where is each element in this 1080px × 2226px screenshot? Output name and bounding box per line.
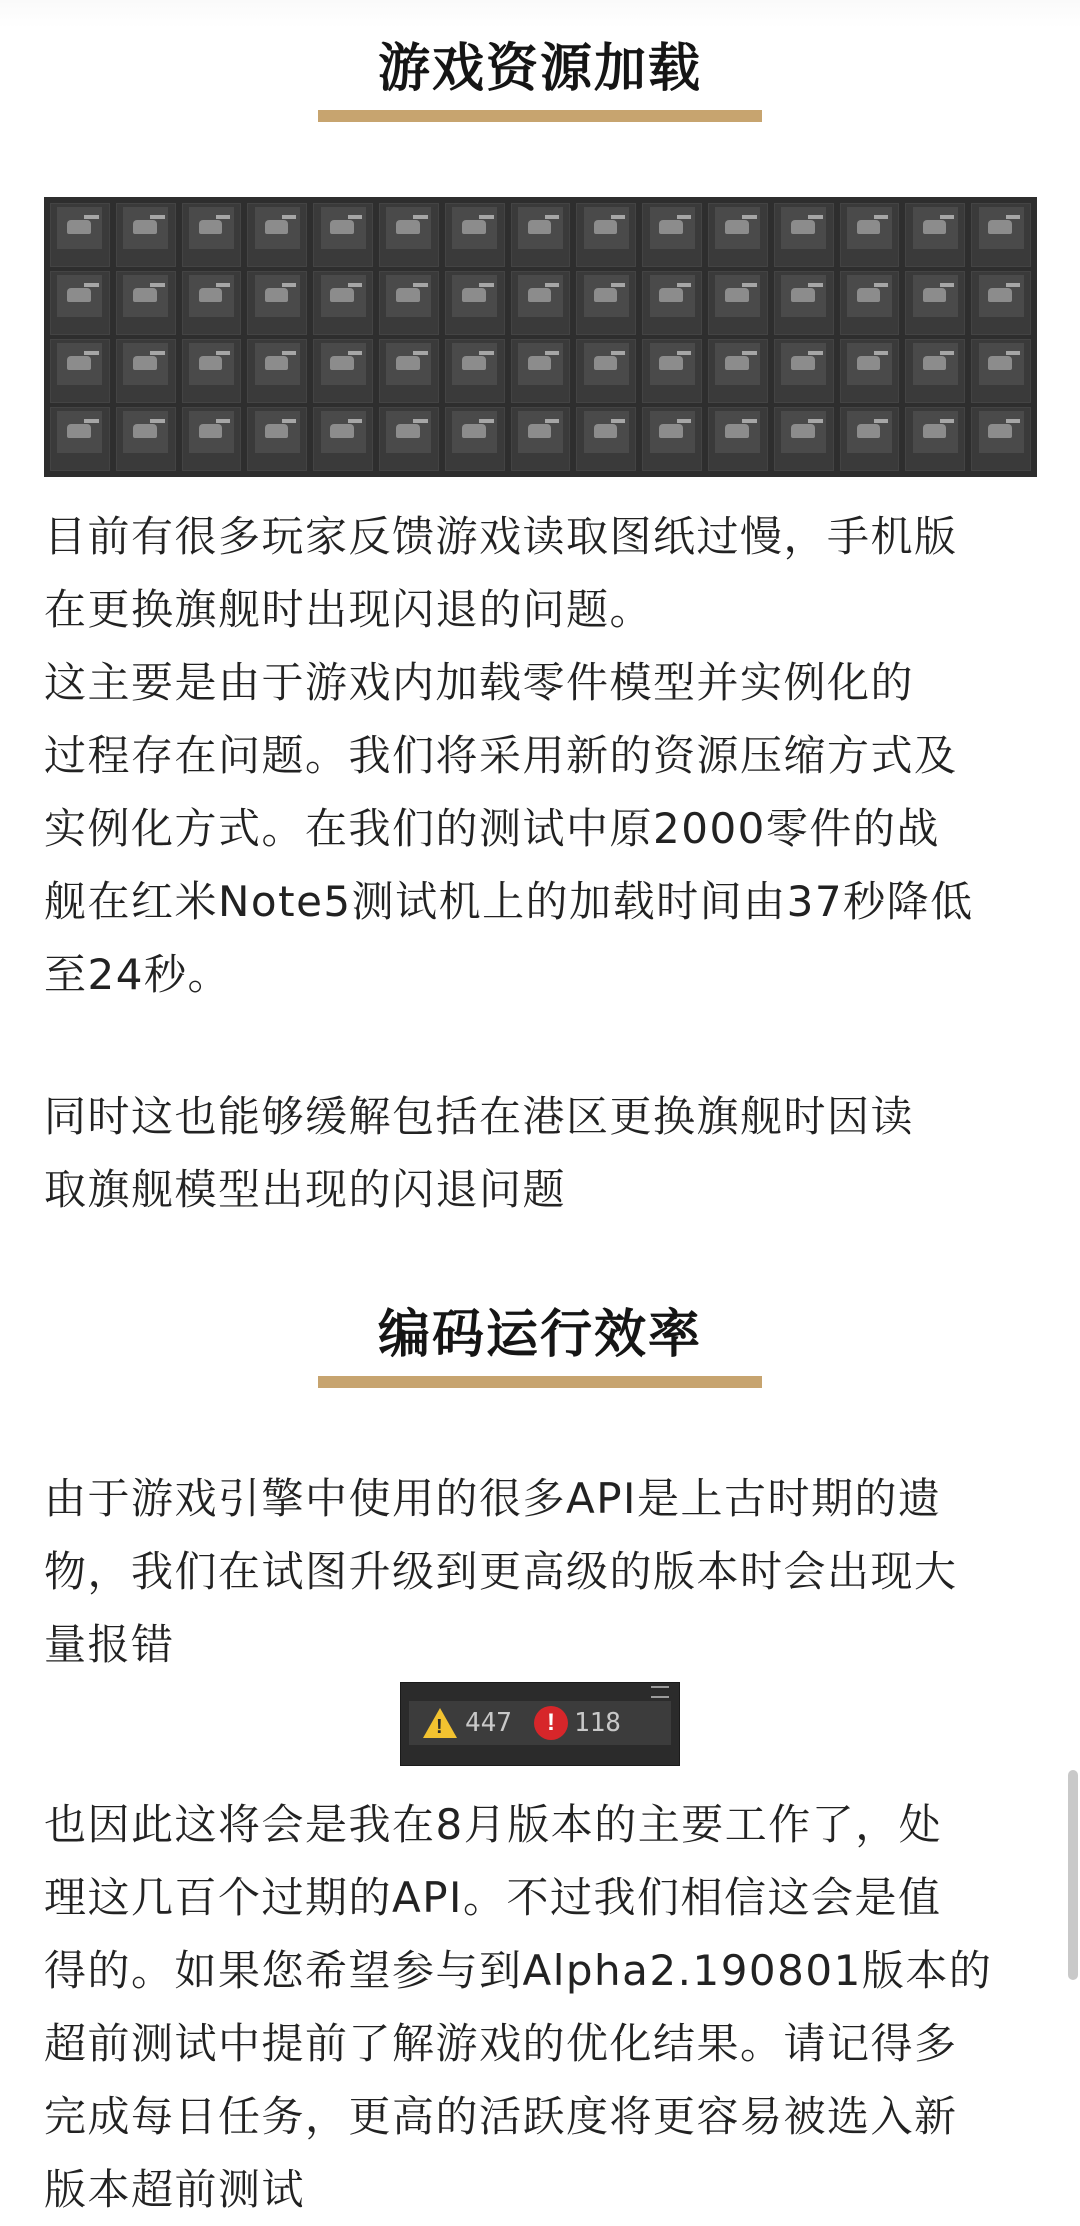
turret-model-icon [715,411,760,453]
text-line: 这主要是由于游戏内加载零件模型并实例化的 [44,658,915,707]
top-edge [0,0,1080,28]
text-line: 由于游戏引擎中使用的很多API是上古时期的遗 [44,1474,942,1523]
part-thumbnail [313,271,373,335]
part-thumbnail [708,271,768,335]
turret-model-icon [913,411,958,453]
part-thumbnail [774,407,834,471]
turret-model-icon [650,411,695,453]
turret-model-icon [321,207,366,249]
part-thumbnail [971,271,1031,335]
turret-model-icon [321,275,366,317]
turret-model-icon [781,411,826,453]
part-thumbnail [445,271,505,335]
turret-model-icon [979,207,1024,249]
part-thumbnail [642,271,702,335]
turret-model-icon [518,411,563,453]
turret-model-icon [255,207,300,249]
turret-model-icon [979,275,1024,317]
turret-model-icon [452,207,497,249]
warning-triangle-icon: ! [423,1708,457,1738]
part-thumbnail [708,203,768,267]
turret-model-icon [584,207,629,249]
turret-model-icon [386,411,431,453]
part-thumbnail [774,339,834,403]
part-thumbnail [182,407,242,471]
turret-model-icon [518,275,563,317]
part-thumbnail [840,271,900,335]
part-thumbnail [50,203,110,267]
turret-model-icon [979,343,1024,385]
turret-model-icon [189,275,234,317]
part-thumbnail [445,203,505,267]
part-thumbnail [642,407,702,471]
part-thumbnail [642,339,702,403]
part-thumbnail [511,271,571,335]
part-thumbnail [247,203,307,267]
menu-icon [651,1686,669,1698]
paragraph-august-work [44,1788,1038,2226]
turret-model-icon [57,275,102,317]
part-thumbnail [708,339,768,403]
text-line: 量报错 [44,1620,175,1669]
turret-model-icon [57,207,102,249]
turret-model-icon [255,275,300,317]
part-thumbnail [50,339,110,403]
text-line: 版本超前测试 [44,2165,306,2214]
turret-model-icon [255,411,300,453]
part-thumbnail [50,271,110,335]
part-thumbnail [50,407,110,471]
turret-model-icon [518,343,563,385]
turret-model-icon [518,207,563,249]
part-thumbnail [905,203,965,267]
text-line: 舰在红米Note5测试机上的加载时间由37秒降低 [44,877,974,926]
part-thumbnail [379,271,439,335]
part-thumbnail [247,407,307,471]
text-line: 理这几百个过期的API。不过我们相信这会是值 [44,1873,942,1922]
turret-model-icon [650,275,695,317]
part-thumbnail [445,339,505,403]
part-thumbnail [379,339,439,403]
turret-model-icon [321,411,366,453]
part-thumbnail [247,271,307,335]
text-line: 至24秒。 [44,950,231,999]
turret-model-icon [913,275,958,317]
turret-model-icon [584,275,629,317]
text-line: 超前测试中提前了解游戏的优化结果。请记得多 [44,2019,958,2068]
text-line: 目前有很多玩家反馈游戏读取图纸过慢，手机版 [44,512,958,561]
part-thumbnail [774,203,834,267]
turret-model-icon [123,411,168,453]
part-thumbnail [511,407,571,471]
part-thumbnail [905,407,965,471]
turret-model-icon [650,207,695,249]
turret-model-icon [781,207,826,249]
turret-model-icon [913,343,958,385]
part-thumbnail [116,203,176,267]
part-thumbnail [576,339,636,403]
turret-model-icon [452,411,497,453]
part-thumbnail [642,203,702,267]
turret-model-icon [847,411,892,453]
part-thumbnail [511,339,571,403]
turret-model-icon [123,275,168,317]
part-thumbnail [247,339,307,403]
turret-model-icon [57,343,102,385]
turret-model-icon [847,343,892,385]
turret-model-icon [189,207,234,249]
console-status-image [400,1682,680,1766]
part-thumbnail [971,203,1031,267]
part-thumbnail [971,407,1031,471]
text-line: 完成每日任务，更高的活跃度将更容易被选入新 [44,2092,958,2141]
text-line: 得的。如果您希望参与到Alpha2.190801版本的 [44,1946,993,1995]
part-thumbnail [116,271,176,335]
turret-model-icon [584,411,629,453]
turret-model-icon [584,343,629,385]
part-thumbnail [840,203,900,267]
part-thumbnail [971,339,1031,403]
turret-model-icon [715,207,760,249]
part-thumbnail [313,203,373,267]
console-counters [409,1701,671,1745]
turret-model-icon [321,343,366,385]
part-thumbnail [379,407,439,471]
turret-model-icon [715,343,760,385]
section-title-code-efficiency: 编码运行效率 [377,1305,702,1365]
turret-model-icon [913,207,958,249]
turret-model-icon [847,207,892,249]
part-thumbnail [511,203,571,267]
part-thumbnail [576,271,636,335]
turret-model-icon [781,275,826,317]
part-thumbnail [116,407,176,471]
text-line: 在更换旗舰时出现闪退的问题。 [44,585,654,634]
scrollbar[interactable] [1068,1770,1078,1980]
part-thumbnail [182,339,242,403]
text-line: 同时这也能够缓解包括在港区更换旗舰时因读 [44,1092,915,1141]
part-thumbnail [840,339,900,403]
part-thumbnail [708,407,768,471]
part-thumbnail [576,203,636,267]
part-thumbnail [182,203,242,267]
turret-model-icon [979,411,1024,453]
error-circle-icon: ! [534,1706,568,1740]
turret-model-icon [452,343,497,385]
paragraph-crash-fix [44,1080,1038,1226]
turret-model-icon [255,343,300,385]
part-thumbnail [905,339,965,403]
part-thumbnail [313,407,373,471]
warning-count: 447 [465,1708,512,1738]
title-underline [318,110,762,122]
turret-model-icon [452,275,497,317]
turret-model-icon [847,275,892,317]
paragraph-feedback [44,500,1038,1011]
turret-model-icon [123,207,168,249]
paragraph-api-legacy [44,1462,1038,1681]
part-thumbnail [576,407,636,471]
title-underline [318,1376,762,1388]
text-line: 过程存在问题。我们将采用新的资源压缩方式及 [44,731,958,780]
part-thumbnail [445,407,505,471]
turret-model-icon [189,343,234,385]
section-title-resource-loading: 游戏资源加载 [377,39,702,99]
turret-model-icon [715,275,760,317]
part-thumbnail [840,407,900,471]
error-count: 118 [573,1708,621,1738]
text-line: 实例化方式。在我们的测试中原2000零件的战 [44,804,940,853]
part-thumbnail [313,339,373,403]
turret-model-icon [123,343,168,385]
text-line: 物，我们在试图升级到更高级的版本时会出现大 [44,1547,958,1596]
part-thumbnail [116,339,176,403]
text-line: 也因此这将会是我在8月版本的主要工作了，处 [44,1800,943,1849]
part-thumbnail [905,271,965,335]
turret-model-icon [386,343,431,385]
turret-model-icon [650,343,695,385]
turret-model-icon [781,343,826,385]
turret-model-icon [386,275,431,317]
turret-model-icon [386,207,431,249]
turret-model-icon [189,411,234,453]
ship-parts-grid-image [44,197,1037,477]
part-thumbnail [379,203,439,267]
text-line: 取旗舰模型出现的闪退问题 [44,1165,567,1214]
part-thumbnail [774,271,834,335]
turret-model-icon [57,411,102,453]
part-thumbnail [182,271,242,335]
